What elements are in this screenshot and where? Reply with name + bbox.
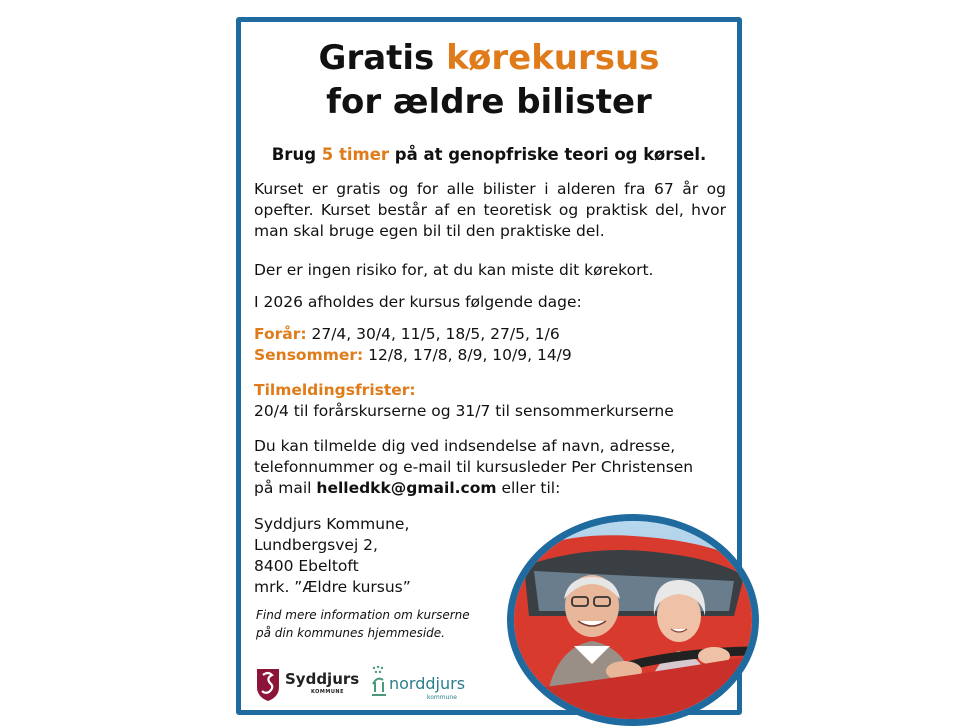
risk-paragraph: Der er ingen risiko for, at du kan miste dit kørekort. — [254, 261, 654, 279]
info-note — [256, 606, 470, 642]
signup-line2: telefonnummer og e-mail til kursusleder Per Christensen — [254, 458, 694, 476]
spring-label: Forår: — [254, 325, 307, 343]
norddjurs-logo-name: norddjurs — [389, 674, 466, 693]
signup-paragraph — [254, 436, 726, 499]
signup-email[interactable]: helledkk@gmail.com — [316, 479, 497, 497]
summer-label: Sensommer: — [254, 346, 364, 364]
dates-intro: I 2026 afholdes der kursus følgende dage: — [254, 293, 582, 311]
signup-line3 — [254, 478, 726, 499]
spring-dates-line — [254, 324, 726, 345]
deadline-label: Tilmeldingsfrister: — [254, 381, 416, 399]
signup-line1: Du kan tilmelde dig ved indsendelse af navn, adresse, — [254, 437, 676, 455]
subtitle-post: på at genopfriske teori og kørsel. — [389, 145, 707, 164]
flyer-title — [241, 36, 737, 124]
syddjurs-logo-name: Syddjurs — [285, 670, 360, 688]
subtitle-highlight: 5 timer — [321, 145, 390, 164]
address-line: 8400 Ebeltoft — [254, 557, 359, 575]
flyer-frame — [236, 17, 742, 715]
norddjurs-logo-sub: kommune — [427, 694, 457, 701]
title-line2: for ældre bilister — [326, 82, 652, 122]
syddjurs-logo-sub: KOMMUNE — [311, 689, 345, 695]
note-line1: Find mere information om kurserne — [256, 608, 470, 622]
syddjurs-logo — [255, 665, 360, 703]
title-highlight: kørekursus — [446, 38, 660, 78]
photo-illustration — [514, 521, 752, 719]
note-line2: på din kommunes hjemmeside. — [256, 626, 445, 640]
address-line: Lundbergsvej 2, — [254, 536, 378, 554]
elderly-couple-photo — [507, 514, 759, 726]
address-line: mrk. ”Ældre kursus” — [254, 578, 411, 596]
title-part1: Gratis — [318, 38, 447, 78]
deadline-text: 20/4 til forårskurserne og 31/7 til sensommerkurserne — [254, 402, 674, 420]
course-dates — [254, 324, 726, 366]
summer-dates: 12/8, 17/8, 8/9, 10/9, 14/9 — [363, 346, 572, 364]
signup-post: eller til: — [496, 479, 561, 497]
deadlines — [254, 380, 726, 422]
spring-dates: 27/4, 30/4, 11/5, 18/5, 27/5, 1/6 — [306, 325, 560, 343]
norddjurs-logo — [369, 662, 469, 704]
summer-dates-line — [254, 345, 726, 366]
subtitle-pre: Brug — [271, 145, 322, 164]
signup-pre: på mail — [254, 479, 317, 497]
flyer-subtitle — [241, 145, 737, 164]
intro-paragraph: Kurset er gratis og for alle bilister i alderen fra 67 år og opefter. Kurset består af en teoretisk og praktisk del, hvor man skal bruge egen bil til den praktiske del. — [254, 180, 726, 240]
postal-address — [254, 514, 494, 598]
address-line: Syddjurs Kommune, — [254, 515, 410, 533]
